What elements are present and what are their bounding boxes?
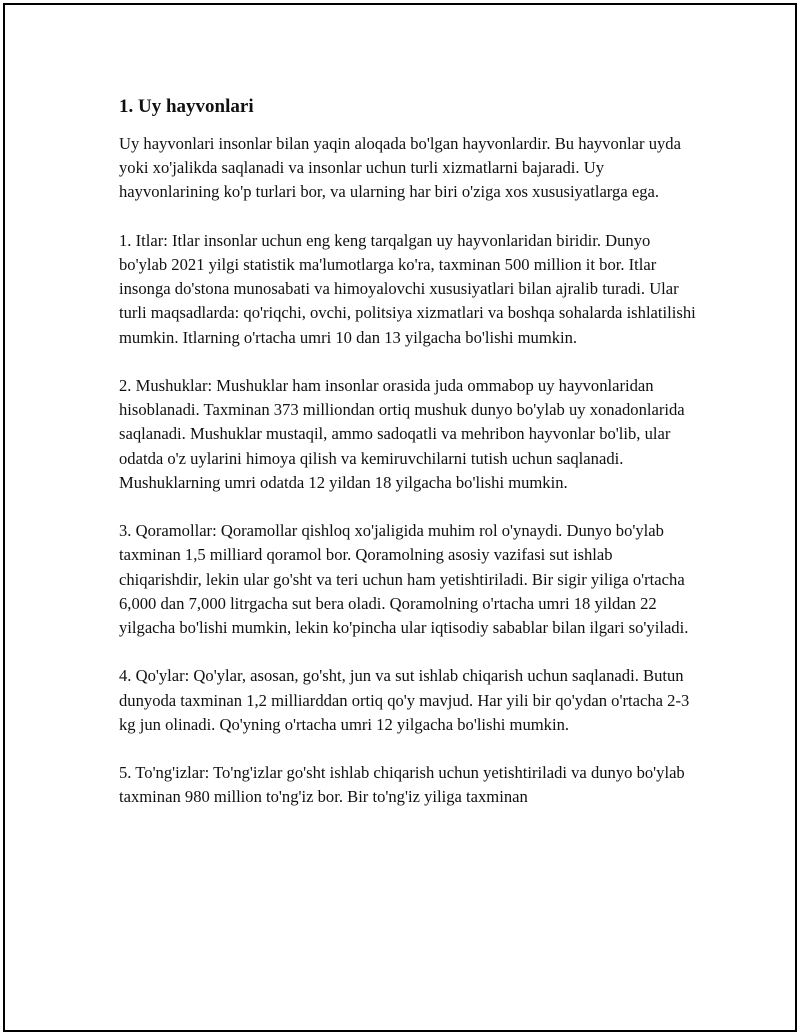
document-page (3, 3, 797, 1032)
document-body (119, 95, 699, 834)
paragraph-dogs: 1. Itlar: Itlar insonlar uchun eng keng tarqalgan uy hayvonlaridan biridir. Dunyo bo'ylab 2021 yilgi statistik ma'lumotlarga ko'ra, taxminan 500 million it bor. Itlar insonga do'stona munosabati va himoyalovchi xususiyatlari bilan ajralib turadi. Ular turli maqsadlarda: qo'riqchi, ovchi, politsiya xizmatlari va boshqa sohalarda ishlatilishi mumkin. Itlarning o'rtacha umri 10 dan 13 yilgacha bo'lishi mumkin. (119, 230, 696, 347)
paragraph-cattle: 3. Qoramollar: Qoramollar qishloq xo'jaligida muhim rol o'ynaydi. Dunyo bo'ylab taxminan 1,5 milliard qoramol bor. Qoramolning asosiy vazifasi sut ishlab chiqarishdir, lekin ular go'sht va teri uchun ham yetishtiriladi. Bir sigir yiliga o'rtacha 6,000 dan 7,000 litrgacha sut bera oladi. Qoramolning o'rtacha umri 18 yildan 22 yilgacha bo'lishi mumkin, lekin ko'pincha ular iqtisodiy sabablar bilan ilgari so'yiladi. (119, 521, 689, 638)
paragraph-sheep: 4. Qo'ylar: Qo'ylar, asosan, go'sht, jun va sut ishlab chiqarish uchun saqlanadi. Butun dunyoda taxminan 1,2 milliarddan ortiq qo'y mavjud. Har yili bir qo'ydan o'rtacha 2-3 kg jun olinadi. Qo'yning o'rtacha umri 12 yilgacha bo'lishi mumkin. (119, 666, 690, 734)
paragraph-cats: 2. Mushuklar: Mushuklar ham insonlar orasida juda ommabop uy hayvonlaridan hisoblanadi. Taxminan 373 milliondan ortiq mushuk dunyo bo'ylab uy xonadonlarida saqlanadi. Mushuklar mustaqil, ammo sadoqatli va mehribon hayvonlar bo'lib, ular odatda o'z uylarini himoya qilish va kemiruvchilarni tutish uchun saqlanadi. Mushuklarning umri odatda 12 yildan 18 yilgacha bo'lishi mumkin. (119, 376, 685, 492)
intro-paragraph: Uy hayvonlari insonlar bilan yaqin aloqada bo'lgan hayvonlardir. Bu hayvonlar uyda yoki xo'jalikda saqlanadi va insonlar uchun turli xizmatlarni bajaradi. Uy hayvonlarining ko'p turlari bor, va ularning har biri o'ziga xos xususiyatlarga ega. (119, 134, 681, 202)
section-heading: 1. Uy hayvonlari (119, 96, 254, 117)
paragraph-pigs: 5. To'ng'izlar: To'ng'izlar go'sht ishlab chiqarish uchun yetishtiriladi va dunyo bo'ylab taxminan 980 million to'ng'iz bor. Bir to'ng'iz yiliga taxminan (119, 763, 685, 807)
